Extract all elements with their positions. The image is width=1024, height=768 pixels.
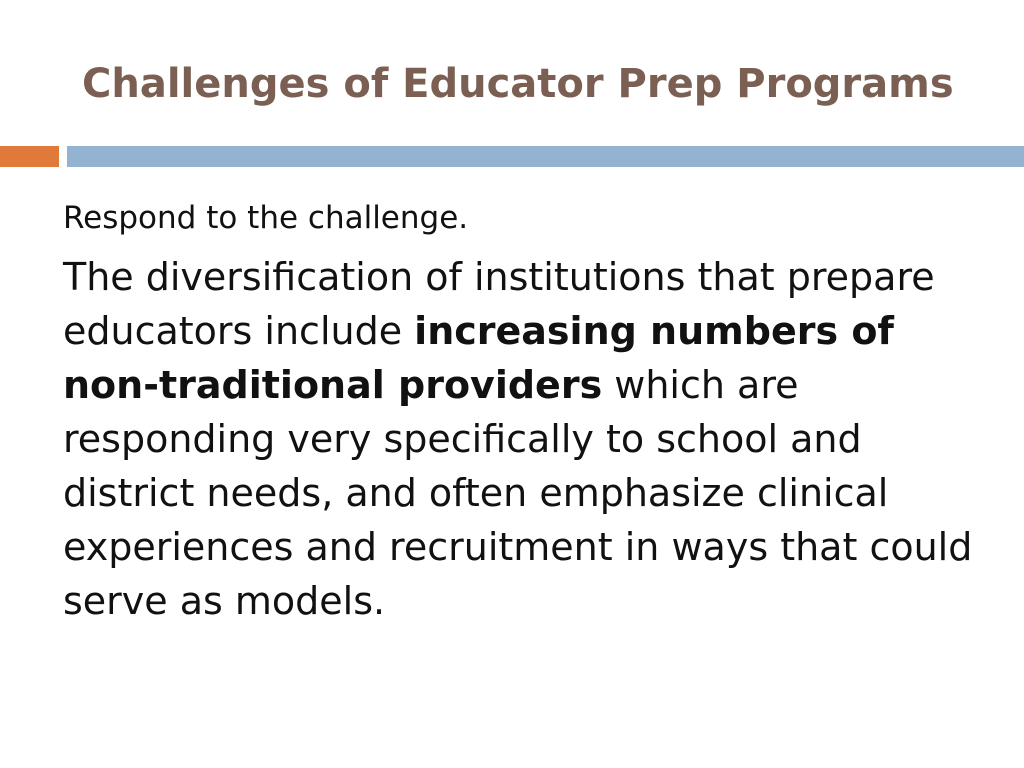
body-paragraph-1: Respond to the challenge. (63, 200, 469, 236)
accent-bar-left (0, 146, 59, 167)
paragraph-2-text-before: The diversification of institutions that prepare educators include (63, 255, 935, 353)
slide-body (63, 192, 993, 628)
paragraph-2-text-after: which are responding very specifically to school and district needs, and often emphasize clinical experiences and recruitment in ways that could serve as models. (63, 363, 973, 623)
accent-bar-right (67, 146, 1024, 167)
body-paragraph-2 (63, 250, 993, 628)
paragraph-2-bold-text: increasing numbers of non-traditional providers (63, 309, 894, 407)
slide-title: Challenges of Educator Prep Programs (82, 61, 954, 107)
